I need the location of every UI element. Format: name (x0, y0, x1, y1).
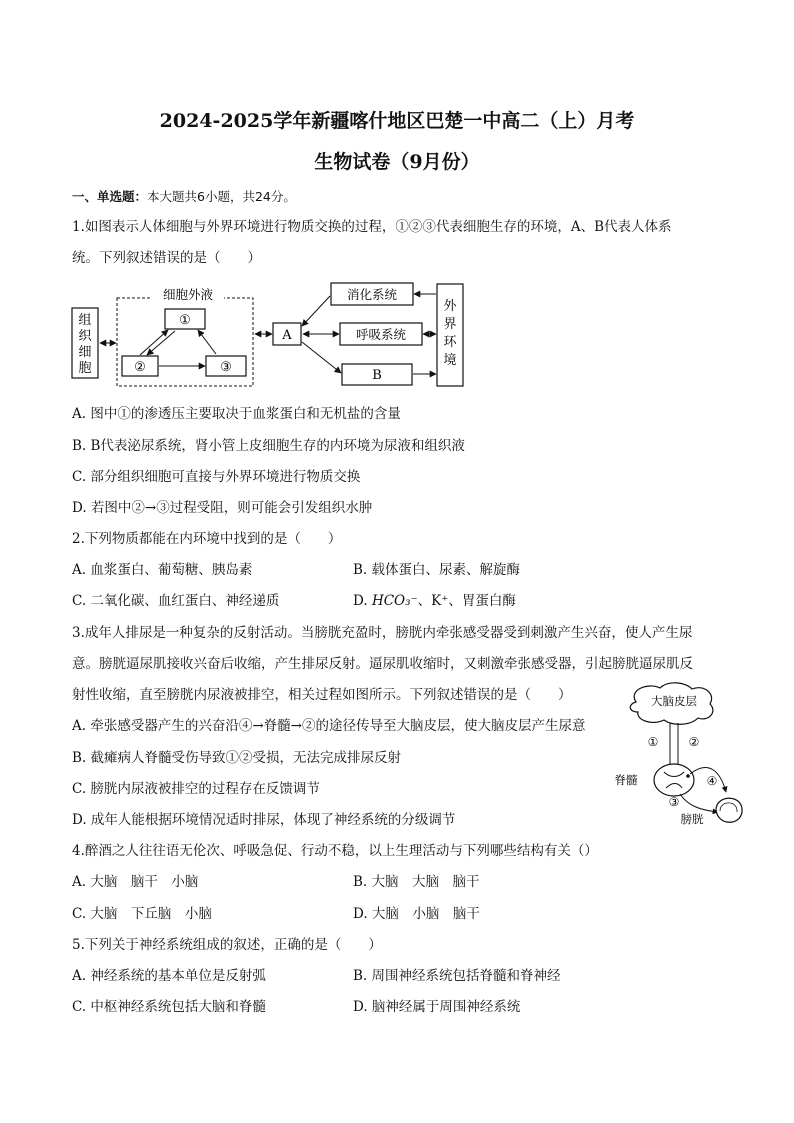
q1-stem-line1: 1.如图表示人体细胞与外界环境进行物质交换的过程，①②③代表细胞生存的环境，A、B代表人体系 (72, 219, 672, 235)
exam-title-line2: 生物试卷（9月份） (314, 151, 480, 173)
q2-d-rest: 、K⁺、胃蛋白酶 (417, 593, 516, 609)
cortex-label: 大脑皮层 (651, 694, 697, 708)
q2-option-c: C. 二氧化碳、血红蛋白、神经递质 (72, 593, 280, 609)
q5-stem: 5.下列关于神经系统组成的叙述，正确的是（ ） (72, 937, 382, 953)
q1-option-d: D. 若图中②→③过程受阻，则可能会引发组织水肿 (72, 500, 373, 516)
box-A: A (282, 328, 292, 343)
tract-1: ① (647, 735, 659, 749)
q3-stem-line3: 射性收缩，直至膀胱内尿液被排空，相关过程如图所示。下列叙述错误的是（ ） (72, 687, 572, 703)
q3-option-a: A. 牵张感受器产生的兴奋沿④→脊髓→②的途径传导至大脑皮层，使大脑皮层产生尿意 (72, 718, 586, 734)
q1-option-b: B. B代表泌尿系统，肾小管上皮细胞生存的内环境为尿液和组织液 (72, 438, 465, 454)
q2-option-b: B. 载体蛋白、尿素、解旋酶 (353, 562, 521, 578)
q2-option-a: A. 血浆蛋白、葡萄糖、胰岛素 (72, 562, 253, 578)
tract-2: ② (688, 735, 700, 749)
q1-stem-line2: 统。下列叙述错误的是（ ） (72, 250, 261, 266)
q5-option-c: C. 中枢神经系统包括大脑和脊髓 (72, 999, 266, 1015)
q1-option-c: C. 部分组织细胞可直接与外界环境进行物质交换 (72, 469, 361, 485)
svg-text:织: 织 (78, 329, 92, 344)
box-2: ② (134, 360, 146, 375)
q4-stem: 4.醉酒之人往往语无伦次、呼吸急促、行动不稳，以上生理活动与下列哪些结构有关（） (72, 843, 598, 859)
exam-title-line1: 2024-2025学年新疆喀什地区巴楚一中高二（上）月考 (159, 110, 635, 132)
bicarbonate-formula: HCO₃⁻ (371, 593, 418, 609)
svg-text:环: 环 (443, 335, 457, 350)
q5-option-b: B. 周围神经系统包括脊髓和脊神经 (353, 968, 561, 984)
box-1: ① (179, 313, 191, 328)
tissue-cell-text (78, 313, 92, 376)
svg-text:组: 组 (78, 313, 92, 328)
svg-text:境: 境 (443, 353, 457, 368)
q4-option-b: B. 大脑 大脑 脑干 (353, 874, 480, 890)
q1-diagram (70, 280, 470, 392)
svg-text:外: 外 (443, 299, 457, 314)
q3-option-b: B. 截瘫病人脊髓受伤导致①②受损，无法完成排尿反射 (72, 750, 402, 766)
q3-stem-line1: 3.成年人排尿是一种复杂的反射活动。当膀胱充盈时，膀胱内牵张感受器受到刺激产生兴奋，使人产生尿 (72, 625, 693, 641)
box-B: B (372, 368, 382, 383)
path-4: ④ (706, 774, 718, 788)
digestive-system: 消化系统 (346, 287, 398, 302)
bladder-label: 膀胱 (680, 812, 704, 826)
extracellular-label: 细胞外液 (162, 287, 214, 302)
q5-option-d: D. 脑神经属于周围神经系统 (353, 999, 521, 1015)
q4-option-c: C. 大脑 下丘脑 小脑 (72, 906, 212, 922)
q4-option-a: A. 大脑 脑干 小脑 (72, 874, 199, 890)
q3-option-c: C. 膀胱内尿液被排空的过程存在反馈调节 (72, 781, 320, 797)
q1-option-a: A. 图中①的渗透压主要取决于血浆蛋白和无机盐的含量 (72, 406, 401, 422)
svg-text:细: 细 (78, 345, 92, 360)
q2-stem: 2.下列物质都能在内环境中找到的是（ ） (72, 531, 342, 547)
q3-option-d: D. 成年人能根据环境情况适时排尿，体现了神经系统的分级调节 (72, 812, 456, 828)
path-3: ③ (668, 795, 680, 809)
q3-stem-line2: 意。膀胱逼尿肌接收兴奋后收缩，产生排尿反射。逼尿肌收缩时，又刺激牵张感受器，引起膀胱逼尿肌反 (72, 656, 693, 672)
q4-option-d: D. 大脑 小脑 脑干 (353, 906, 480, 922)
section-label: 一、单选题： (72, 189, 148, 204)
q3-diagram (608, 680, 748, 830)
section-desc: 本大题共6小题，共24分。 (147, 189, 296, 204)
box-3: ③ (220, 360, 232, 375)
spine-label: 脊髓 (614, 773, 638, 787)
section-heading (72, 188, 296, 206)
q2-d-prefix: D. (353, 593, 372, 609)
svg-text:界: 界 (443, 317, 457, 332)
svg-text:胞: 胞 (78, 361, 92, 376)
respiratory-system: 呼吸系统 (355, 327, 407, 342)
q2-option-d (353, 592, 516, 610)
q5-option-a: A. 神经系统的基本单位是反射弧 (72, 968, 266, 984)
